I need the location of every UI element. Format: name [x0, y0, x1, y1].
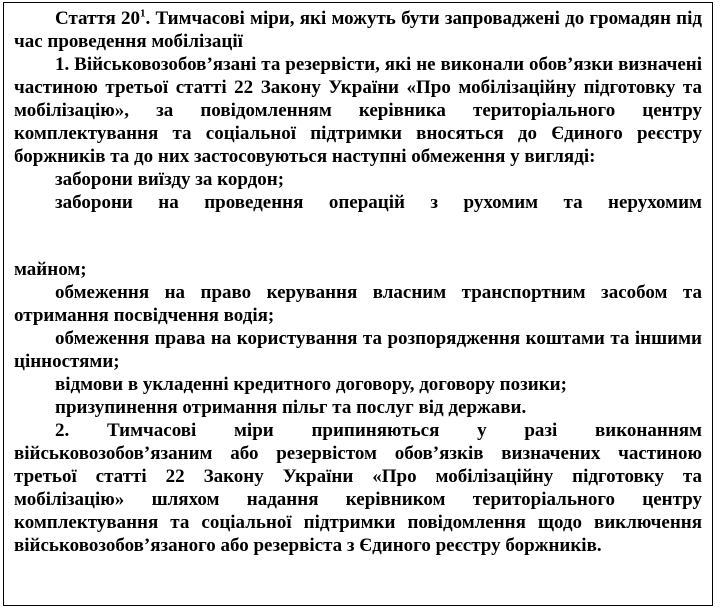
restriction-item-funds: обмеження права на користування та розпорядження коштами та іншими цінностями;: [14, 328, 702, 372]
restriction-item-credit: відмови в укладенні кредитного договору, договору позики;: [55, 374, 567, 395]
restriction-item-driving: обмеження на право керування власним транспортним засобом та отримання посвідчення водія;: [14, 282, 702, 326]
paragraph-1: 1. Військовозобов’язані та резервісти, які не виконали обов’язки визначені частиною третьої статті 22 Закону України «Про мобілізаційну підготовку та мобілізацію», за повідомленням керівника територіального центру комплектування та соціальної підтримки вносяться до Єдиного реєстру боржників та до них застосовуються наступні обмеження у вигляді:: [14, 54, 702, 167]
paragraph-2: 2. Тимчасові міри припиняються у разі виконанням військовозобов’язаним або резервістом обов’язків визначених частиною третьої статті 22 Закону України «Про мобілізаційну підготовку та мобілізацію» шляхом надання керівником територіального центру комплектування та соціальної підтримки повідомлення щодо виключення військовозобов’язаного або резервіста з Єдиного реєстру боржників.: [14, 420, 702, 556]
restriction-item-property-ops-end: майном;: [14, 259, 87, 280]
restriction-item-property-ops-start: заборони на проведення операцій з рухомим та нерухомим: [55, 192, 702, 213]
article-title-rest: . Тимчасові міри, які можуть бути запроваджені до громадян під час проведення мобілізації: [14, 8, 702, 52]
article-title-superscript: 1: [139, 7, 146, 20]
article-title-prefix: Стаття 20: [55, 8, 140, 29]
article-title: [14, 7, 702, 53]
document-page: [3, 2, 713, 606]
restriction-item-benefits: призупинення отримання пільг та послуг від держави.: [55, 397, 527, 418]
restriction-item-travel-ban: заборони виїзду за кордон;: [55, 169, 285, 190]
document-text-top: [14, 7, 702, 214]
document-text-bottom: [14, 258, 702, 557]
